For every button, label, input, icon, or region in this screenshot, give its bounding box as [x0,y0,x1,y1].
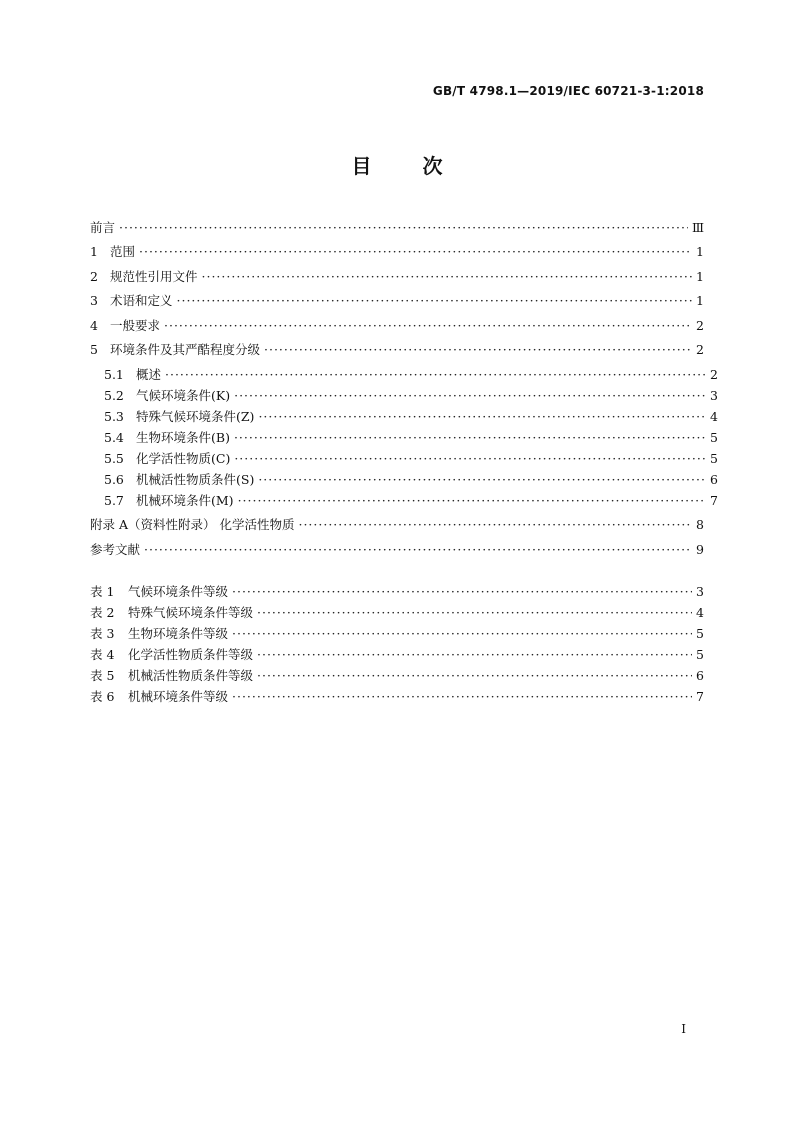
leader-dots [234,388,706,403]
toc-entry-2[interactable] [90,267,704,285]
toc-entry-number: 3 [90,293,98,308]
title-char-2: 次 [422,154,443,178]
title-char-1: 目 [351,154,372,178]
toc-entry-bibliography[interactable] [90,540,704,558]
leader-dots [177,293,692,308]
toc-entry-page: 1 [696,244,704,259]
table-list-page: 5 [696,647,704,662]
table-list-entry-5[interactable] [90,666,704,684]
toc-entry-5-7[interactable] [90,491,718,509]
toc-entry-text: 范围 [110,244,136,259]
toc-entry-number: 5.6 [104,472,124,487]
toc-entry-5-1[interactable] [90,365,718,383]
leader-dots [119,220,688,235]
table-list-text: 生物环境条件等级 [128,626,229,641]
toc-entry-text: 机械活性物质条件(S) [136,472,255,487]
toc-entry-page: 5 [710,430,718,445]
table-list-page: 5 [696,626,704,641]
toc-entry-number: 5 [90,342,98,357]
toc-entry-number: 4 [90,318,98,333]
leader-dots [164,318,692,333]
toc-entry-text: 环境条件及其严酷程度分级 [110,342,261,357]
toc-entry-foreword[interactable] [90,218,704,236]
toc-entry-text: 气候环境条件(K) [136,388,231,403]
table-list-number: 表 3 [90,626,115,641]
leader-dots [258,409,706,424]
toc-entry-number: 2 [90,269,98,284]
toc-entry-number: 1 [90,244,98,259]
toc-entry-5-2[interactable] [90,386,718,404]
toc-entry-page: 4 [710,409,718,424]
table-list-number: 表 4 [90,647,115,662]
toc-entry-text: 特殊气候环境条件(Z) [136,409,255,424]
toc-entry-3[interactable] [90,291,704,309]
table-list-text: 气候环境条件等级 [128,584,229,599]
toc-entry-page: 2 [696,342,704,357]
toc-entry-1[interactable] [90,242,704,260]
table-list-text: 化学活性物质条件等级 [128,647,254,662]
toc-entry-number: 5.5 [104,451,124,466]
toc-entry-text: 术语和定义 [110,293,173,308]
toc-entry-5-3[interactable] [90,407,718,425]
toc-entry-annex-a[interactable] [90,515,704,533]
toc-entry-5-4[interactable] [90,428,718,446]
table-list-entry-4[interactable] [90,645,704,663]
toc-entry-page: 9 [696,542,704,557]
toc-entry-4[interactable] [90,316,704,334]
leader-dots [264,342,692,357]
leader-dots [144,542,692,557]
toc-entry-text: 规范性引用文件 [110,269,198,284]
page-number-footer: I [681,1022,686,1036]
toc-entry-text: 机械环境条件(M) [136,493,234,508]
leader-dots [232,689,692,704]
toc-entry-page: 1 [696,269,704,284]
leader-dots [139,244,692,259]
table-list-page: 7 [696,689,704,704]
standard-number-header: GB/T 4798.1—2019/IEC 60721-3-1:2018 [432,84,704,98]
table-list-page: 3 [696,584,704,599]
table-list-entry-2[interactable] [90,603,704,621]
toc-entry-page: 2 [710,367,718,382]
leader-dots [257,647,692,662]
toc-entry-page: 6 [710,472,718,487]
toc-entry-5-5[interactable] [90,449,718,467]
toc-entry-text: 前言 [90,220,116,235]
toc-entry-number: 5.2 [104,388,124,403]
toc-entry-number: 5.3 [104,409,124,424]
toc-entry-number: 5.1 [104,367,124,382]
table-list-page: 6 [696,668,704,683]
leader-dots [257,668,692,683]
table-list-number: 表 2 [90,605,115,620]
leader-dots [238,493,706,508]
toc-entry-page: 3 [710,388,718,403]
toc-entry-page: 1 [696,293,704,308]
leader-dots [257,605,692,620]
table-list-text: 机械环境条件等级 [128,689,229,704]
toc-entry-text: 概述 [136,367,162,382]
table-list-number: 表 6 [90,689,115,704]
toc-entry-number: 5.4 [104,430,124,445]
table-list-entry-6[interactable] [90,687,704,705]
toc-entry-5-6[interactable] [90,470,718,488]
toc-entry-page: Ⅲ [691,220,704,235]
toc-entry-text: 一般要求 [110,318,161,333]
table-list-page: 4 [696,605,704,620]
table-list-number: 表 5 [90,668,115,683]
toc-entry-page: 5 [710,451,718,466]
toc-entry-text: 附录 A（资料性附录） 化学活性物质 [90,517,295,532]
table-list-entry-1[interactable] [90,582,704,600]
table-list-text: 特殊气候环境条件等级 [128,605,254,620]
table-list-text: 机械活性物质条件等级 [128,668,254,683]
toc-entry-5[interactable] [90,340,704,358]
leader-dots [298,517,692,532]
toc-entry-text: 参考文献 [90,542,141,557]
leader-dots [165,367,706,382]
toc-entry-text: 生物环境条件(B) [136,430,230,445]
toc-entry-page: 7 [710,493,718,508]
leader-dots [232,584,692,599]
table-list-number: 表 1 [90,584,115,599]
toc-entry-page: 8 [696,517,704,532]
leader-dots [258,472,706,487]
leader-dots [234,430,706,445]
toc-entry-text: 化学活性物质(C) [136,451,231,466]
toc-entry-number: 5.7 [104,493,124,508]
page-title [0,150,794,179]
leader-dots [232,626,692,641]
table-list-entry-3[interactable] [90,624,704,642]
leader-dots [234,451,706,466]
leader-dots [202,269,692,284]
toc-entry-page: 2 [696,318,704,333]
